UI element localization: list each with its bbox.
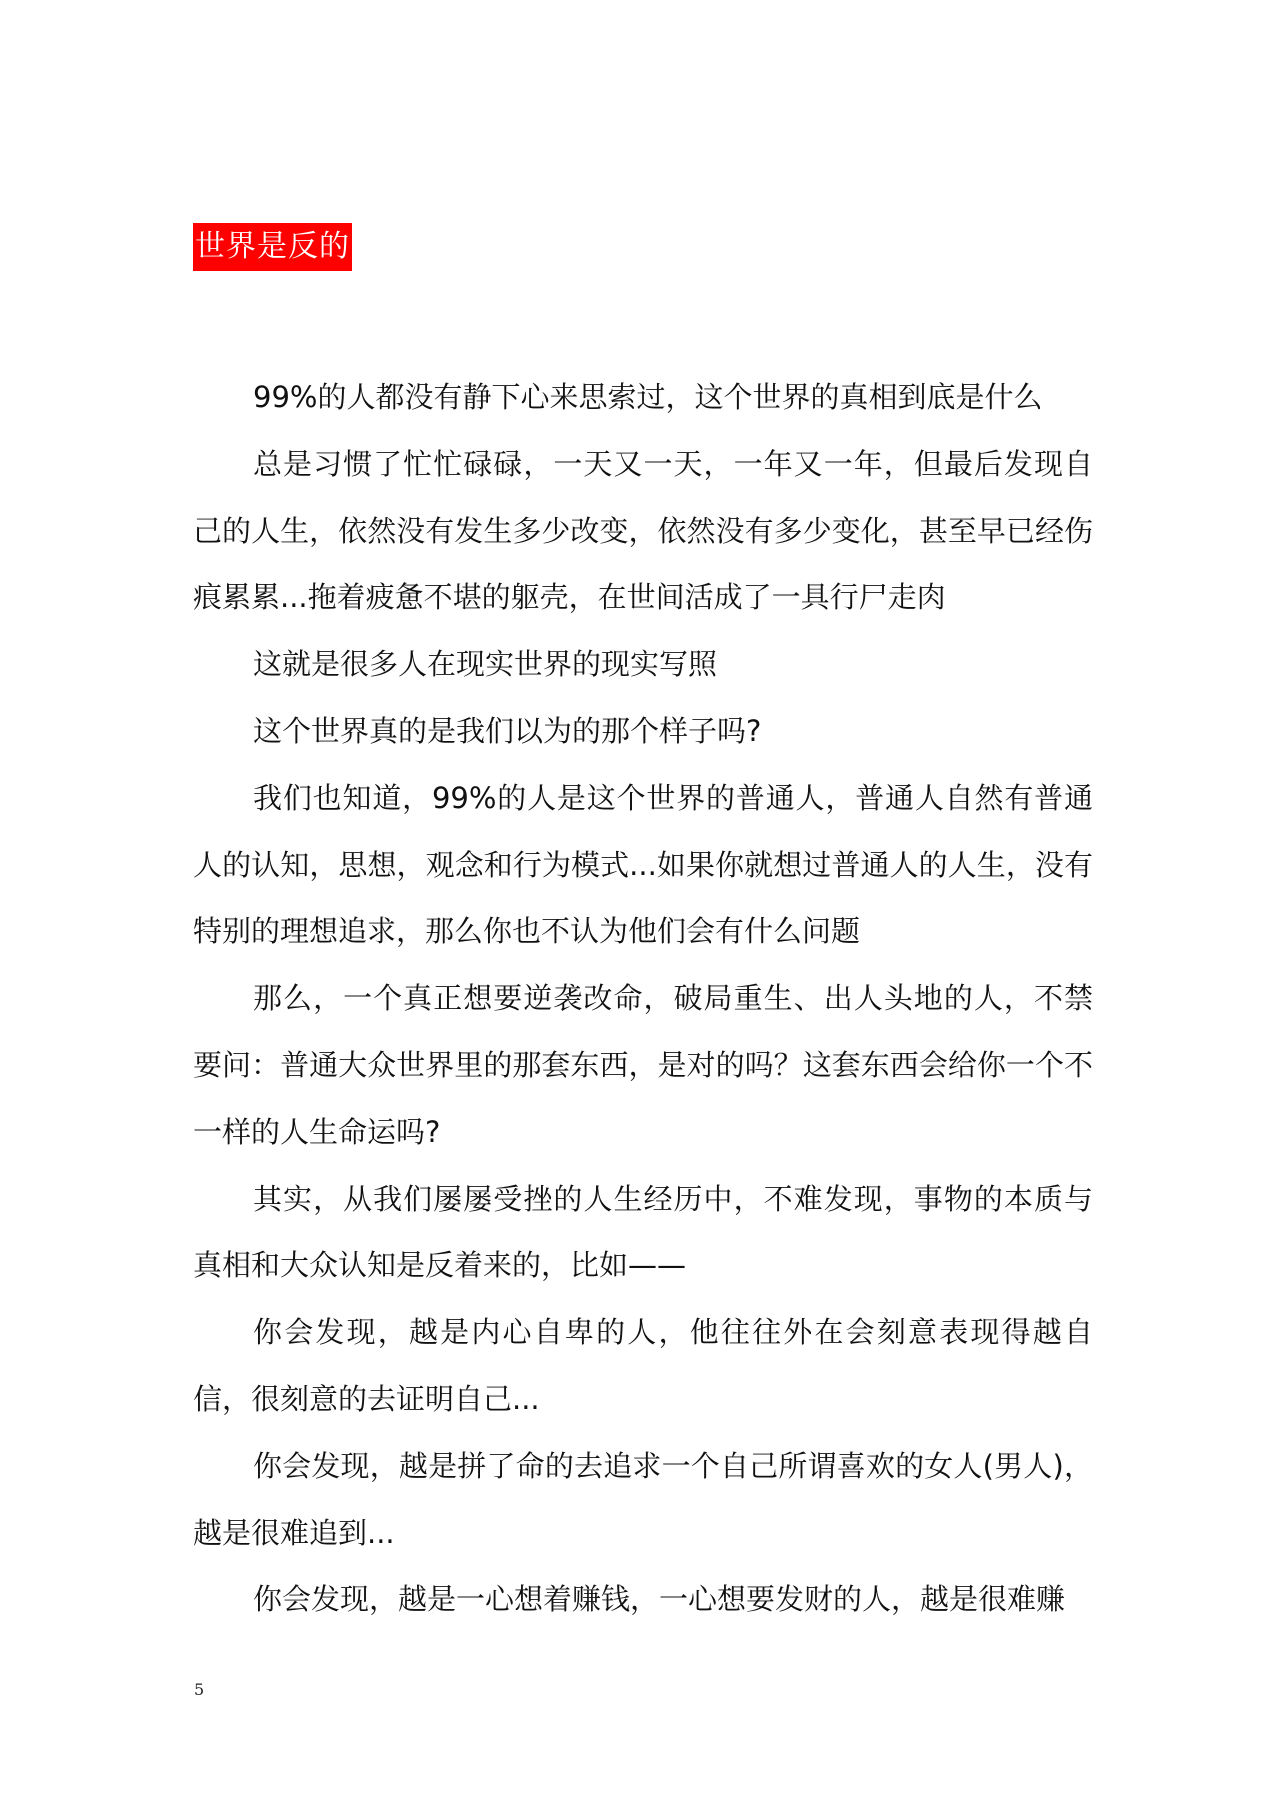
paragraph: 这个世界真的是我们以为的那个样子吗?	[253, 713, 762, 748]
paragraph: 那么，一个真正想要逆袭改命，破局重生、出人头地的人，不禁要问：普通大众世界里的那套东西，是对的吗？这套东西会给你一个不一样的人生命运吗?	[193, 981, 1093, 1149]
paragraph: 这就是很多人在现实世界的现实写照	[253, 647, 718, 682]
paragraph: 其实，从我们屡屡受挫的人生经历中，不难发现，事物的本质与真相和大众认知是反着来的，比如——	[193, 1181, 1093, 1283]
paragraph: 99%的人都没有静下心来思索过，这个世界的真相到底是什么	[253, 380, 1043, 414]
paragraph: 你会发现，越是一心想着赚钱，一心想要发财的人，越是很难赚	[253, 1582, 1066, 1617]
page-number: 5	[194, 1680, 205, 1699]
paragraph: 总是习惯了忙忙碌碌，一天又一天，一年又一年，但最后发现自己的人生，依然没有发生多少改变，依然没有多少变化，甚至早已经伤痕累累...拖着疲惫不堪的躯壳，在世间活成了一具行尸走肉	[193, 446, 1093, 615]
paragraph: 你会发现，越是拼了命的去追求一个自己所谓喜欢的女人(男人)，越是很难追到...	[193, 1448, 1093, 1550]
paragraph: 我们也知道，99%的人是这个世界的普通人，普通人自然有普通人的认知，思想，观念和行为模式...如果你就想过普通人的人生，没有特别的理想追求，那么你也不认为他们会有什么问题	[193, 780, 1093, 949]
section-title: 世界是反的	[193, 223, 352, 271]
body-text	[193, 364, 1093, 1633]
paragraph: 你会发现，越是内心自卑的人，他往往外在会刻意表现得越自信，很刻意的去证明自己...	[193, 1315, 1093, 1416]
